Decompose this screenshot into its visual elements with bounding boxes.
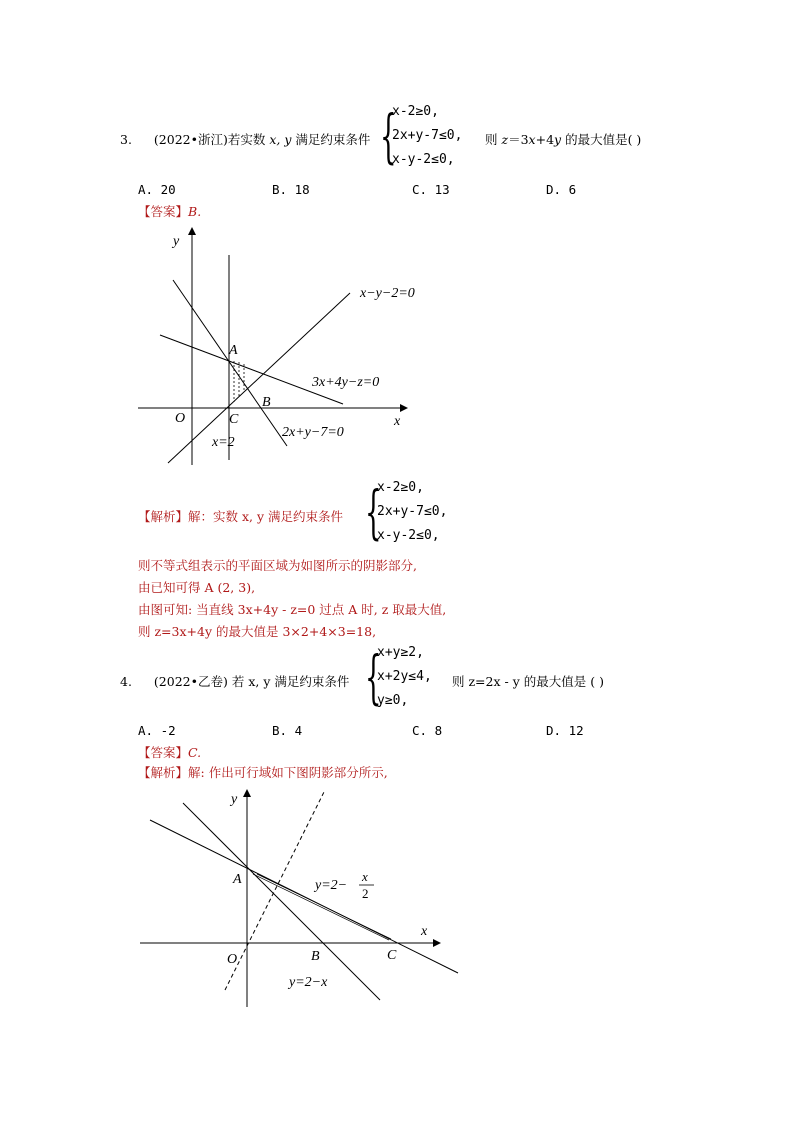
q4-option-c[interactable]: C. 8	[412, 723, 443, 738]
q3-tail-y: y	[554, 132, 562, 147]
q4-line1-num: x	[362, 869, 368, 884]
q4-line1-prefix: y=2−	[315, 878, 348, 893]
q4-line-xy2	[183, 803, 380, 1000]
q3-tail	[485, 130, 641, 148]
q3-answer-value: B.	[188, 204, 202, 219]
q3-tail-a: 则	[485, 132, 502, 147]
q4-source: (2022•乙卷)	[153, 674, 228, 689]
q4-answer	[138, 743, 201, 761]
q4-point-b: B	[311, 949, 320, 964]
q3-analysis-head-text: 解：实数 x, y 满足约束条件	[188, 509, 344, 524]
q4-brace: {	[365, 643, 382, 711]
q4-option-d[interactable]: D. 12	[546, 723, 584, 738]
q3-point-b: B	[262, 395, 271, 410]
q3-tail-c: +4	[535, 132, 555, 147]
q4-option-b[interactable]: B. 4	[272, 723, 303, 738]
q3-point-a: A	[229, 343, 238, 358]
q3-analysis-constraint-1: x-2≥0,	[377, 480, 424, 495]
q3-constraint-1: x-2≥0,	[392, 104, 439, 119]
q4-constraint-2: x+2y≤4,	[377, 669, 432, 684]
q3-stem-b: 满足约束条件	[291, 132, 371, 147]
q4-answer-label: 【答案】	[138, 745, 189, 760]
q3-analysis-label: 【解析】	[138, 509, 189, 524]
q3-tail-var: z	[501, 132, 509, 147]
q4-line-objective	[225, 790, 325, 990]
q3-analysis-line-2: 由已知可得 A (2, 3),	[138, 580, 256, 595]
q3-brace: {	[380, 102, 397, 170]
q3-analysis-line-3: 由图可知: 当直线 3x+4y - z=0 过点 A 时, z 取最大值,	[138, 602, 447, 617]
q3-analysis-constraint-3: x-y-2≤0,	[377, 528, 440, 543]
q4-point-a: A	[233, 872, 242, 887]
q3-tail-x: x	[528, 132, 536, 147]
q4-constraint-system	[365, 641, 432, 713]
q3-constraint-3: x-y-2≤0,	[392, 152, 455, 167]
q3-vars: x, y	[269, 132, 292, 147]
q3-point-c: C	[229, 412, 239, 427]
q3-number: 3.	[120, 132, 132, 147]
q3-line1-label: x−y−2=0	[360, 286, 415, 301]
q3-analysis-constraint-2: 2x+y-7≤0,	[377, 504, 448, 519]
q4-line1-den: 2	[362, 886, 369, 901]
q4-analysis-label: 【解析】	[138, 765, 189, 780]
q4-point-c: C	[387, 948, 397, 963]
q3-analysis-system	[365, 476, 447, 548]
q4-stem	[120, 672, 349, 690]
q4-number: 4.	[120, 674, 132, 689]
q3-option-d[interactable]: D. 6	[546, 182, 577, 197]
q4-origin-label: O	[227, 952, 238, 967]
q4-constraint-1: x+y≥2,	[377, 645, 424, 660]
q3-line3-label: 2x+y−7=0	[282, 425, 344, 440]
q3-analysis-head	[138, 507, 343, 525]
q4-analysis	[138, 763, 388, 781]
q3-figure	[130, 220, 430, 470]
q3-tail-b: ＝3	[508, 132, 529, 147]
q3-answer	[138, 202, 201, 220]
q3-constraint-system	[380, 100, 462, 172]
q3-source: (2022•浙江)	[153, 132, 228, 147]
q4-option-a[interactable]: A. -2	[138, 723, 176, 738]
q3-line4-label: x=2	[212, 435, 235, 450]
q4-analysis-text: 解: 作出可行域如下图阴影部分所示,	[188, 765, 388, 780]
q4-x-label: x	[421, 924, 428, 939]
q4-line2-label: y=2−x	[289, 975, 328, 990]
q3-stem-a: 若实数	[227, 132, 270, 147]
q3-line2-label: 3x+4y−z=0	[312, 375, 380, 390]
q4-answer-value: C.	[188, 745, 202, 760]
q3-tail-d: 的最大值是( )	[561, 132, 642, 147]
q3-constraint-2: 2x+y-7≤0,	[392, 128, 463, 143]
q3-answer-label: 【答案】	[138, 204, 189, 219]
q3-option-a[interactable]: A. 20	[138, 182, 176, 197]
q4-figure	[135, 785, 470, 1010]
q3-origin-label: O	[175, 411, 186, 426]
q3-x-label: x	[394, 414, 401, 429]
q4-constraint-3: y≥0,	[377, 693, 409, 708]
q3-stem	[120, 130, 370, 148]
q4-stem-text: 若 x, y 满足约束条件	[231, 674, 350, 689]
q3-option-b[interactable]: B. 18	[272, 182, 310, 197]
q3-analysis-brace: {	[365, 478, 382, 546]
q3-analysis-line-1: 则不等式组表示的平面区域为如图所示的阴影部分,	[138, 558, 417, 573]
q4-tail: 则 z=2x - y 的最大值是 ( )	[452, 674, 604, 689]
q4-y-label: y	[231, 792, 238, 807]
q3-option-c[interactable]: C. 13	[412, 182, 450, 197]
q3-analysis-line-4: 则 z=3x+4y 的最大值是 3×2+4×3=18,	[138, 624, 377, 639]
q3-y-label: y	[173, 234, 180, 249]
